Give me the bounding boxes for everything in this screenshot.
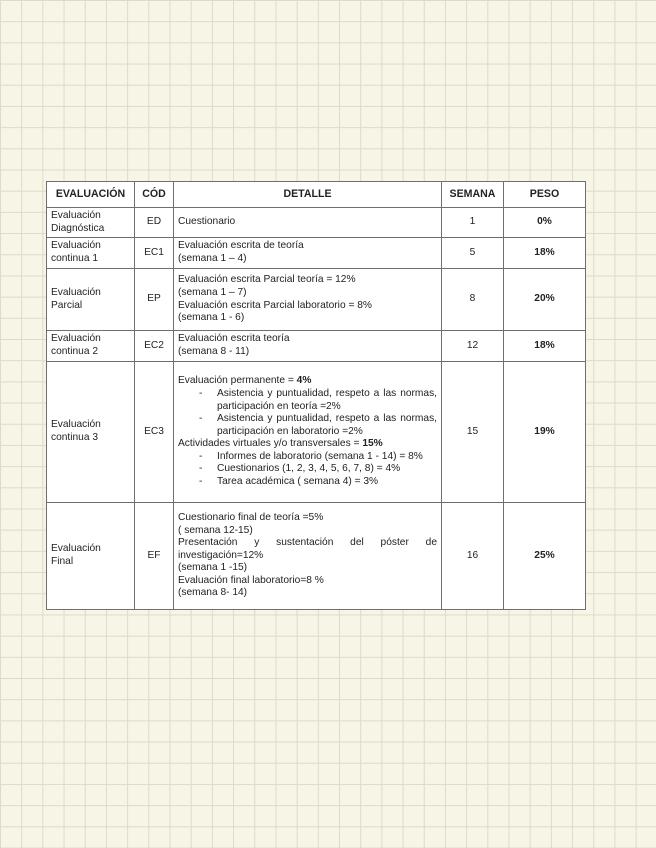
evaluation-document — [46, 181, 585, 610]
cell-cod: EP — [135, 269, 174, 331]
cell-peso: 25% — [504, 503, 586, 610]
detalle-line: (semana 1 - 6) — [178, 312, 245, 324]
cell-evaluacion — [47, 208, 135, 238]
bullet-dash: - — [199, 450, 203, 462]
evaluacion-line: Final — [51, 556, 74, 567]
detalle-line: (semana 1 – 7) — [178, 286, 247, 298]
detalle-line: Cuestionario final de teoría =5% — [178, 511, 324, 523]
header-evaluacion: EVALUACIÓN — [47, 182, 135, 208]
cell-semana: 15 — [442, 362, 504, 503]
cell-cod: EC1 — [135, 238, 174, 269]
cell-semana: 16 — [442, 503, 504, 610]
evaluacion-line: continua 2 — [51, 346, 99, 357]
bullet-dash: - — [199, 413, 203, 425]
evaluacion-line: continua 3 — [51, 432, 99, 443]
cell-peso: 18% — [504, 238, 586, 269]
detalle-line: Evaluación escrita teoría — [178, 333, 290, 345]
cell-peso: 20% — [504, 269, 586, 331]
header-detalle: DETALLE — [174, 182, 442, 208]
evaluacion-line: Diagnóstica — [51, 222, 105, 234]
bullet-dash: - — [199, 463, 203, 475]
permanente-value: 4% — [296, 375, 312, 387]
list-item — [178, 413, 437, 438]
permanente-label: Evaluación permanente = — [178, 375, 297, 387]
evaluacion-line: Parcial — [51, 299, 83, 311]
evaluacion-line: Evaluación — [51, 209, 101, 221]
header-semana: SEMANA — [442, 182, 504, 208]
cell-detalle — [174, 269, 442, 331]
cell-detalle — [174, 238, 442, 269]
bullet-dash: - — [199, 387, 203, 399]
evaluacion-line: Evaluación — [51, 419, 101, 431]
detalle-line: Presentación y sustentación del póster de — [178, 537, 437, 549]
cell-detalle — [174, 331, 442, 362]
detalle-line: Evaluación escrita de teoría — [178, 240, 304, 252]
table-row-ec1 — [47, 238, 586, 269]
cell-evaluacion — [47, 331, 135, 362]
cell-semana: 5 — [442, 238, 504, 269]
list-item — [178, 451, 437, 464]
detalle-line: (semana 1 -15) — [178, 562, 248, 574]
list-item — [178, 388, 437, 413]
detalle-line: (semana 1 – 4) — [178, 253, 247, 264]
table-row-ed — [47, 208, 586, 238]
detalle-line: (semana 8 - 11) — [178, 346, 250, 357]
header-peso: PESO — [504, 182, 586, 208]
detalle-line: Cuestionario — [178, 216, 236, 228]
cell-cod: EC2 — [135, 331, 174, 362]
cell-peso: 0% — [504, 208, 586, 238]
table-row-ec3 — [47, 362, 586, 503]
cell-evaluacion — [47, 238, 135, 269]
list-item-text: Cuestionarios (1, 2, 3, 4, 5, 6, 7, 8) = 4% — [217, 463, 401, 475]
detalle-line: Evaluación escrita Parcial teoría = 12% — [178, 274, 356, 286]
cell-semana: 1 — [442, 208, 504, 238]
cell-cod: ED — [135, 208, 174, 238]
virtuales-value: 15% — [362, 438, 383, 450]
virtuales-label: Actividades virtuales y/o transversales = — [178, 438, 363, 450]
detalle-line: (semana 8- 14) — [178, 587, 248, 599]
list-item-text: Informes de laboratorio (semana 1 - 14) = 8% — [217, 450, 423, 462]
table-row-ep — [47, 269, 586, 331]
evaluation-table — [46, 181, 586, 610]
cell-detalle — [174, 362, 442, 503]
table-row-ef — [47, 503, 586, 610]
cell-peso: 19% — [504, 362, 586, 503]
cell-detalle — [174, 503, 442, 610]
cell-cod: EF — [135, 503, 174, 610]
list-item — [178, 476, 437, 489]
cell-evaluacion — [47, 362, 135, 503]
detalle-line: Evaluación final laboratorio=8 % — [178, 574, 324, 586]
cell-evaluacion — [47, 503, 135, 610]
list-item — [178, 463, 437, 476]
cell-evaluacion — [47, 269, 135, 331]
detalle-line: ( semana 12-15) — [178, 524, 253, 536]
detalle-line: investigación=12% — [178, 549, 264, 561]
cell-detalle — [174, 208, 442, 238]
evaluacion-line: Evaluación — [51, 286, 101, 298]
virtuales-heading — [178, 438, 437, 451]
evaluacion-line: Evaluación — [51, 333, 101, 345]
list-item-text: Tarea académica ( semana 4) = 3% — [217, 476, 379, 488]
evaluacion-line: Evaluación — [51, 543, 101, 555]
cell-semana: 8 — [442, 269, 504, 331]
list-item-text: Asistencia y puntualidad, respeto a las normas, participación en laboratorio =2% — [217, 413, 437, 437]
bullet-dash: - — [199, 476, 203, 488]
list-item-text: Asistencia y puntualidad, respeto a las normas, participación en teoría =2% — [217, 387, 437, 412]
evaluacion-line: continua 1 — [51, 253, 99, 264]
permanente-heading — [178, 375, 437, 388]
table-row-ec2 — [47, 331, 586, 362]
header-cod: CÓD — [135, 182, 174, 208]
cell-peso: 18% — [504, 331, 586, 362]
detalle-line: Evaluación escrita Parcial laboratorio = 8% — [178, 299, 372, 311]
evaluacion-line: Evaluación — [51, 240, 101, 252]
header-row — [47, 182, 586, 208]
cell-semana: 12 — [442, 331, 504, 362]
cell-cod: EC3 — [135, 362, 174, 503]
